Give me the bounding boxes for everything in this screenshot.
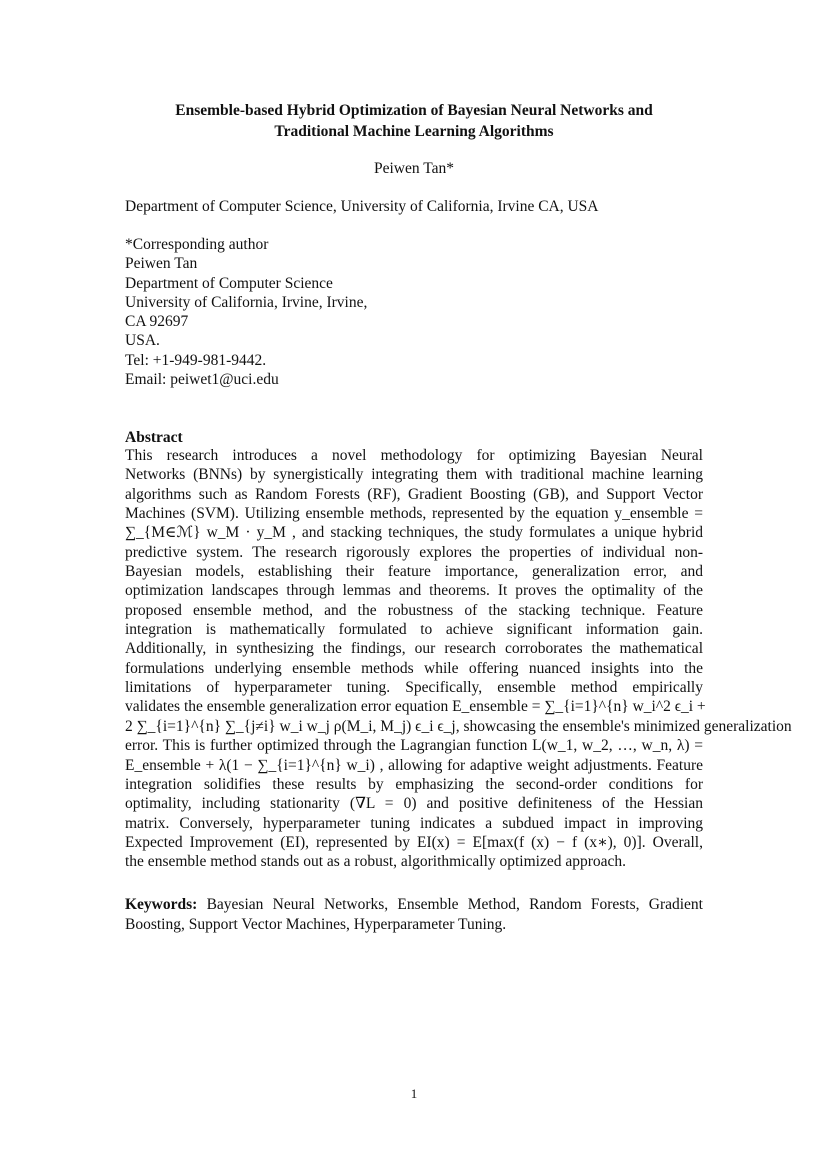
abstract-line: error. This is further optimized through the Lagrangian function L(w_1, w_2, …, w_n, λ) =	[125, 737, 703, 755]
abstract-body	[125, 446, 792, 872]
contact-line: Department of Computer Science	[125, 274, 333, 292]
abstract-line: limitations of hyperparameter tuning. Specifically, ensemble method empirically	[125, 679, 703, 697]
abstract-line: algorithms such as Random Forests (RF), Gradient Boosting (GB), and Support Vector	[125, 485, 703, 503]
contact-line: University of California, Irvine, Irvine,	[125, 293, 368, 311]
keywords-text: Bayesian Neural Networks, Ensemble Method, Random Forests, Gradient	[197, 896, 703, 913]
abstract-line: Networks (BNNs) by synergistically integrating them with traditional machine learning	[125, 466, 703, 484]
abstract-line: ∑_{M∈ℳ} w_M · y_M , and stacking techniques, the study formulates a unique hybrid	[125, 524, 703, 542]
paper-title	[0, 100, 828, 142]
contact-line: Tel: +1-949-981-9442.	[125, 351, 267, 369]
keywords-line-2: Boosting, Support Vector Machines, Hyperparameter Tuning.	[125, 915, 507, 933]
abstract-line: This research introduces a novel methodology for optimizing Bayesian Neural	[125, 447, 703, 464]
title-line-1: Ensemble-based Hybrid Optimization of Bayesian Neural Networks and	[175, 102, 653, 119]
author-name: Peiwen Tan*	[374, 160, 454, 177]
abstract-line: validates the ensemble generalization error equation E_ensemble = ∑_{i=1}^{n} w_i^2 ϵ_i +	[125, 698, 706, 716]
contact-line: USA.	[125, 332, 160, 350]
contact-email: Email: peiwet1@uci.edu	[125, 371, 279, 389]
affiliation: Department of Computer Science, University of California, Irvine CA, USA	[125, 198, 599, 215]
corresponding-author-block	[125, 235, 367, 389]
abstract-line: formulations underlying ensemble methods while offering nuanced insights into the	[125, 659, 703, 677]
abstract-line: proposed ensemble method, and the robustness of the stacking technique. Feature	[125, 601, 703, 619]
contact-line: Peiwen Tan	[125, 255, 198, 273]
abstract-line: 2 ∑_{i=1}^{n} ∑_{j≠i} w_i w_j ρ(M_i, M_j) ϵ_i ϵ_j, showcasing the ensemble's minimized generalization	[125, 717, 792, 735]
abstract-line: Additionally, in synthesizing the findings, our research corroborates the mathematical	[125, 640, 703, 658]
keywords-line-1	[125, 895, 703, 915]
abstract-line: matrix. Conversely, hyperparameter tuning indicates a subdued impact in improving	[125, 814, 703, 832]
keywords-label: Keywords:	[125, 896, 198, 913]
abstract-line: optimization landscapes through lemmas and theorems. It proves the optimality of the	[125, 582, 703, 600]
page-number: 1	[410, 1086, 418, 1101]
abstract-line: predictive system. The research rigorously explores the properties of individual non-	[125, 543, 703, 561]
abstract-line: the ensemble method stands out as a robust, algorithmically optimized approach.	[125, 853, 627, 871]
abstract-line: optimality, including stationarity (∇L = 0) and positive definiteness of the Hessian	[125, 795, 703, 813]
title-line-2: Traditional Machine Learning Algorithms	[274, 123, 554, 140]
abstract-line: integration is mathematically formulated to achieve significant information gain.	[125, 621, 703, 639]
keywords-block	[125, 895, 703, 934]
abstract-heading: Abstract	[125, 429, 183, 446]
contact-line: *Corresponding author	[125, 236, 269, 253]
abstract-line: integration solidifies these results by emphasizing the second-order conditions for	[125, 775, 703, 793]
contact-line: CA 92697	[125, 313, 189, 331]
abstract-line: Bayesian models, establishing their feature importance, generalization error, and	[125, 563, 703, 581]
abstract-line: Machines (SVM). Utilizing ensemble methods, represented by the equation y_ensemble =	[125, 505, 703, 523]
abstract-line: E_ensemble + λ(1 − ∑_{i=1}^{n} w_i) , allowing for adaptive weight adjustments. Feature	[125, 756, 703, 774]
abstract-line: Expected Improvement (EI), represented by EI(x) = E[max(f (x) − f (x∗), 0)]. Overall,	[125, 833, 703, 851]
